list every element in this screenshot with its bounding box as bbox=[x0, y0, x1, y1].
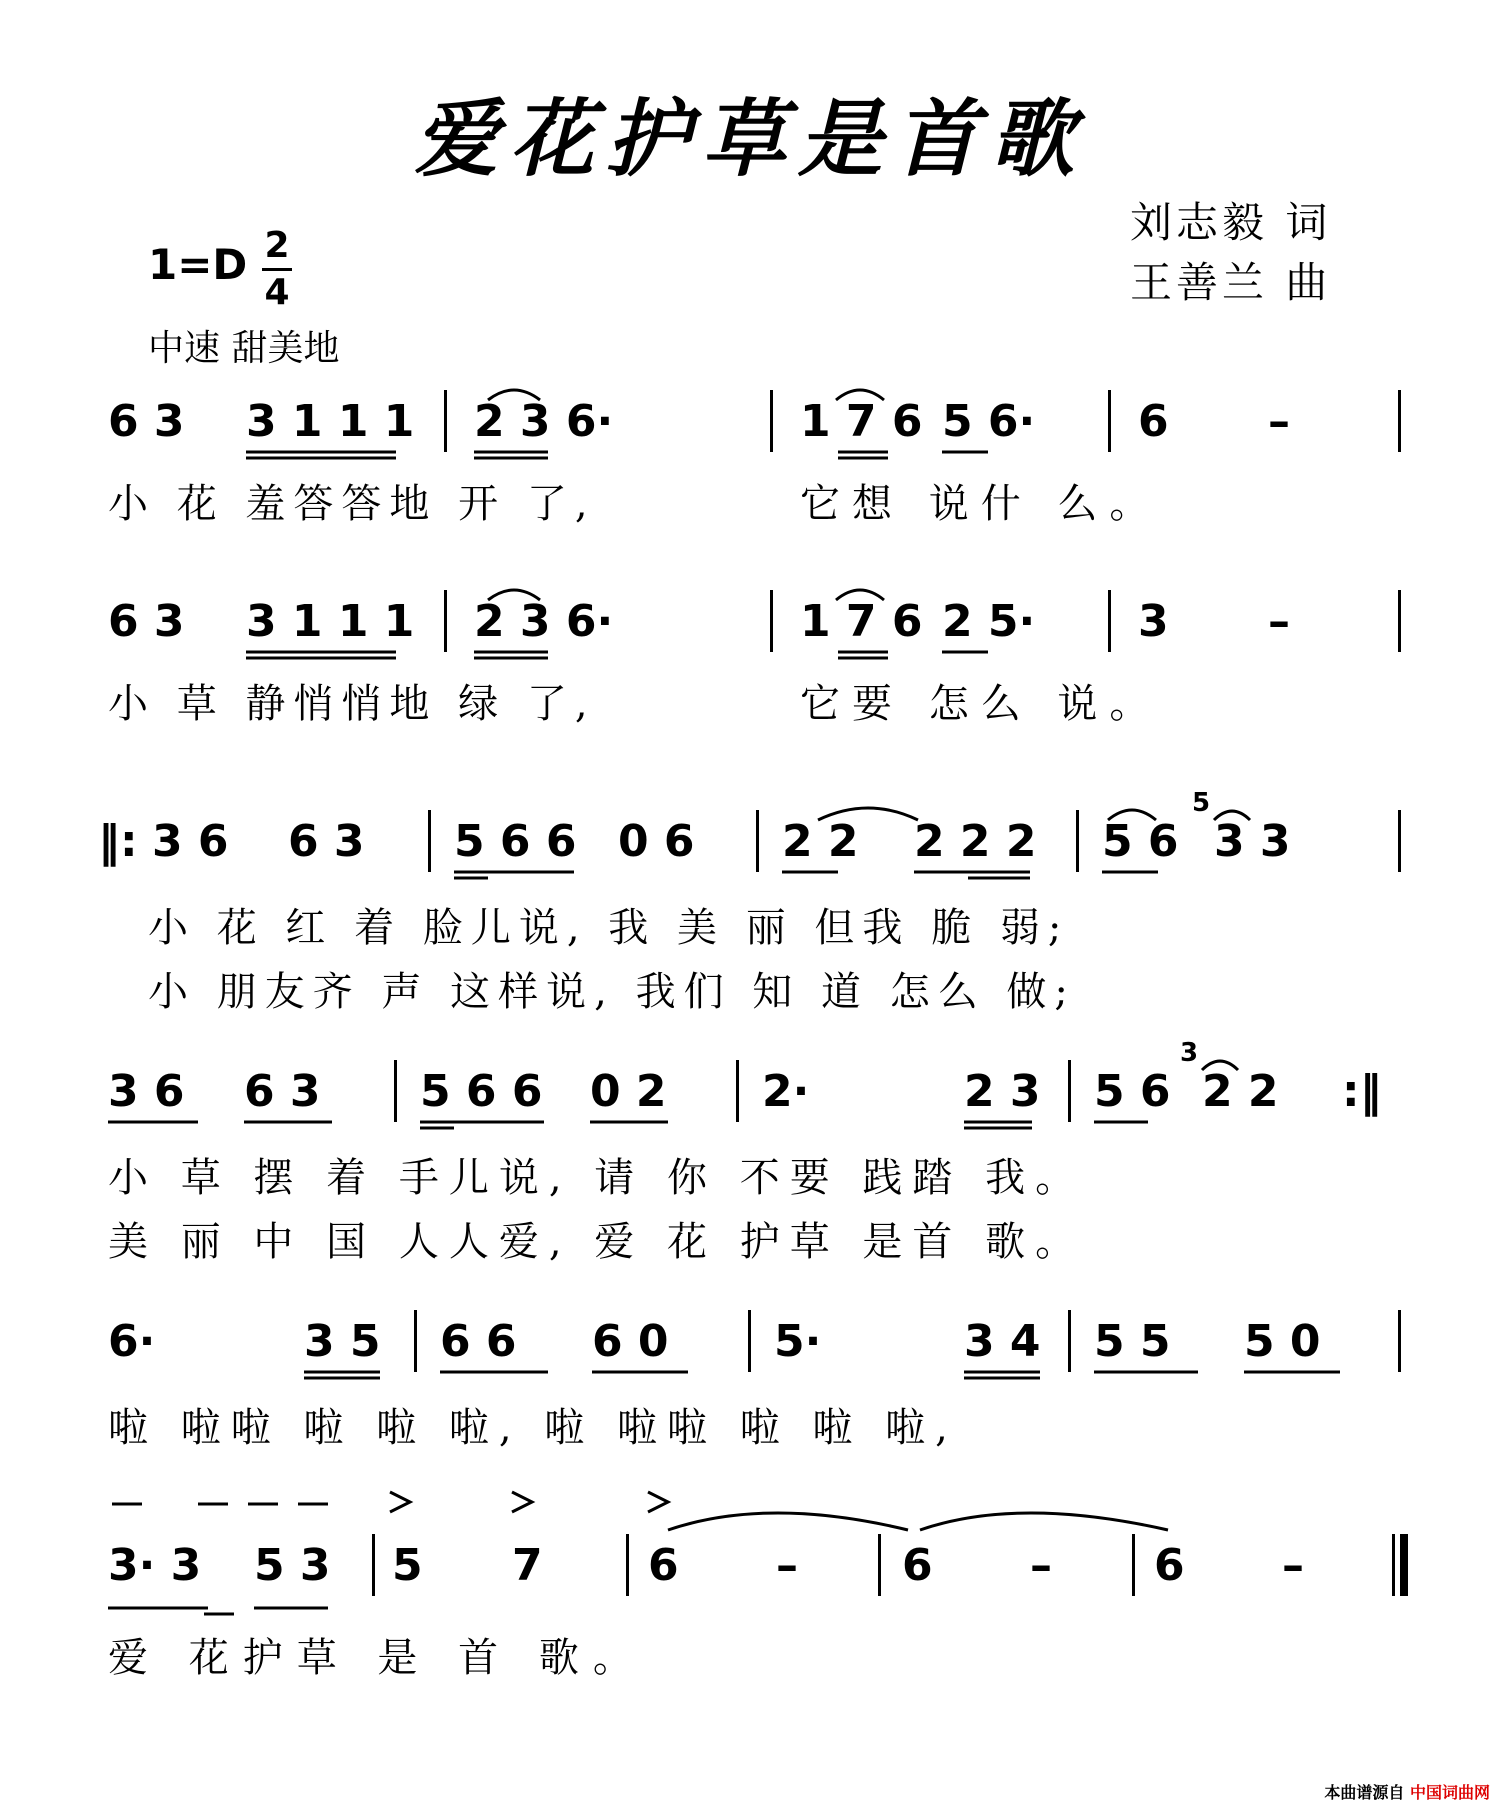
song-title: 爱花护草是首歌 bbox=[413, 89, 1086, 188]
lyric-line: 啦 啦啦 啦 啦 啦, 啦 啦啦 啦 啦 啦, bbox=[108, 1405, 958, 1451]
note-group: 1 7 6 bbox=[800, 396, 923, 447]
lyric-line: 小 朋友齐 声 这样说, 我们 知 道 怎么 做; bbox=[148, 969, 1076, 1015]
note-group: 3 1 1 1 bbox=[246, 396, 415, 447]
note-group: 2 2 bbox=[1202, 1066, 1279, 1117]
repeat-start-sign: ‖: bbox=[98, 816, 138, 867]
lyric-line: 小 花 羞答答地 开 了, bbox=[108, 481, 596, 527]
slurs-underlines bbox=[108, 1296, 1408, 1386]
note-group: 6 3 bbox=[108, 596, 185, 647]
note-group: 2 3 6· bbox=[474, 596, 614, 647]
note-group: 6 bbox=[648, 1540, 679, 1591]
lyricist-credit: 刘志毅 词 bbox=[1130, 198, 1332, 247]
note-group: 5 6 bbox=[1102, 816, 1179, 867]
barline bbox=[878, 1534, 881, 1596]
note-group: 5 6· bbox=[942, 396, 1036, 447]
barline bbox=[626, 1534, 629, 1596]
note-group: – bbox=[1282, 1540, 1304, 1591]
note-group: 5 5 bbox=[1094, 1316, 1171, 1367]
slurs-underlines bbox=[108, 376, 1408, 466]
time-signature-line bbox=[262, 268, 292, 271]
note-group: 7 bbox=[512, 1540, 543, 1591]
lyric-line: 它要 怎么 说。 bbox=[800, 681, 1162, 727]
score-line-6 bbox=[108, 1540, 1408, 1690]
lyric-line: 小 草 摆 着 手儿说, 请 你 不要 践踏 我。 bbox=[108, 1155, 1086, 1201]
note-group: 1 7 6 bbox=[800, 596, 923, 647]
note-group: 6 3 bbox=[244, 1066, 321, 1117]
site-link[interactable]: 中国词曲网 bbox=[1409, 1783, 1490, 1802]
note-group: 3 bbox=[1138, 596, 1169, 647]
note-group: 2 3 bbox=[964, 1066, 1041, 1117]
note-group: 0 6 bbox=[618, 816, 695, 867]
lyric-line: 它想 说什 么。 bbox=[800, 481, 1162, 527]
tempo-marking: 中速 甜美地 bbox=[148, 328, 340, 369]
final-barline-thin bbox=[1392, 1534, 1395, 1596]
note-group: – bbox=[776, 1540, 798, 1591]
note-group: – bbox=[1268, 396, 1290, 447]
note-group: 2 2 bbox=[782, 816, 859, 867]
note-group: 6 bbox=[1138, 396, 1169, 447]
barline bbox=[1132, 1534, 1135, 1596]
lyric-line: 小 花 红 着 脸儿说, 我 美 丽 但我 脆 弱; bbox=[148, 905, 1070, 951]
source-footer bbox=[1324, 1780, 1490, 1803]
note-group: 2 2 2 bbox=[914, 816, 1037, 867]
slurs-underlines bbox=[108, 576, 1408, 666]
note-group: 2 5· bbox=[942, 596, 1036, 647]
lyric-line: 美 丽 中 国 人人爱, 爱 花 护草 是首 歌。 bbox=[108, 1219, 1086, 1265]
note-group: 5 6 6 bbox=[420, 1066, 543, 1117]
note-group: 3 6 bbox=[108, 1066, 185, 1117]
time-signature-bottom: 4 bbox=[264, 272, 290, 313]
score-line-1 bbox=[108, 396, 1408, 556]
score-line-5 bbox=[108, 1316, 1408, 1451]
note-group: 5 0 bbox=[1244, 1316, 1321, 1367]
grace-note: 5 bbox=[1192, 788, 1211, 818]
note-group: 5 bbox=[392, 1540, 423, 1591]
repeat-end-sign: :‖ bbox=[1342, 1066, 1382, 1117]
score-line-4 bbox=[108, 1038, 1408, 1266]
note-group: 3 3 bbox=[1214, 816, 1291, 867]
lyric-line: 小 草 静悄悄地 绿 了, bbox=[108, 681, 596, 727]
note-group: 2 3 6· bbox=[474, 396, 614, 447]
composer-credit: 王善兰 曲 bbox=[1130, 258, 1332, 307]
note-group: 3 4 bbox=[964, 1316, 1041, 1367]
time-signature-top: 2 bbox=[264, 225, 290, 266]
note-group: 5 6 bbox=[1094, 1066, 1171, 1117]
note-group: 3 5 bbox=[304, 1316, 381, 1367]
note-group: 3 6 bbox=[152, 816, 229, 867]
note-group: 6 3 bbox=[288, 816, 365, 867]
final-barline-thick bbox=[1400, 1534, 1408, 1596]
note-group: 5 6 6 bbox=[454, 816, 577, 867]
note-group: – bbox=[1030, 1540, 1052, 1591]
lyric-line: 爱 花护草 是 首 歌。 bbox=[108, 1635, 647, 1681]
slurs-underlines bbox=[108, 1046, 1408, 1136]
note-group: 3 1 1 1 bbox=[246, 596, 415, 647]
note-group: 2· bbox=[762, 1066, 810, 1117]
note-group: – bbox=[1268, 596, 1290, 647]
note-group: 6 bbox=[902, 1540, 933, 1591]
note-group: 6 3 bbox=[108, 396, 185, 447]
note-group: 5 3 bbox=[254, 1540, 331, 1591]
note-group: 6 6 bbox=[440, 1316, 517, 1367]
slurs-underlines bbox=[108, 796, 1408, 886]
source-label: 本曲谱源自 bbox=[1324, 1783, 1405, 1802]
key-signature: 1=D bbox=[148, 240, 248, 289]
grace-note: 3 bbox=[1180, 1038, 1199, 1068]
note-group: 6 0 bbox=[592, 1316, 669, 1367]
note-group: 6· bbox=[108, 1316, 156, 1367]
barline bbox=[372, 1534, 375, 1596]
note-group: 3· 3 bbox=[108, 1540, 202, 1591]
note-group: 5· bbox=[774, 1316, 822, 1367]
time-signature bbox=[262, 226, 292, 313]
note-group: 6 bbox=[1154, 1540, 1185, 1591]
note-group: 0 2 bbox=[590, 1066, 667, 1117]
score-line-3 bbox=[98, 788, 1408, 1016]
score-line-2 bbox=[108, 596, 1408, 756]
